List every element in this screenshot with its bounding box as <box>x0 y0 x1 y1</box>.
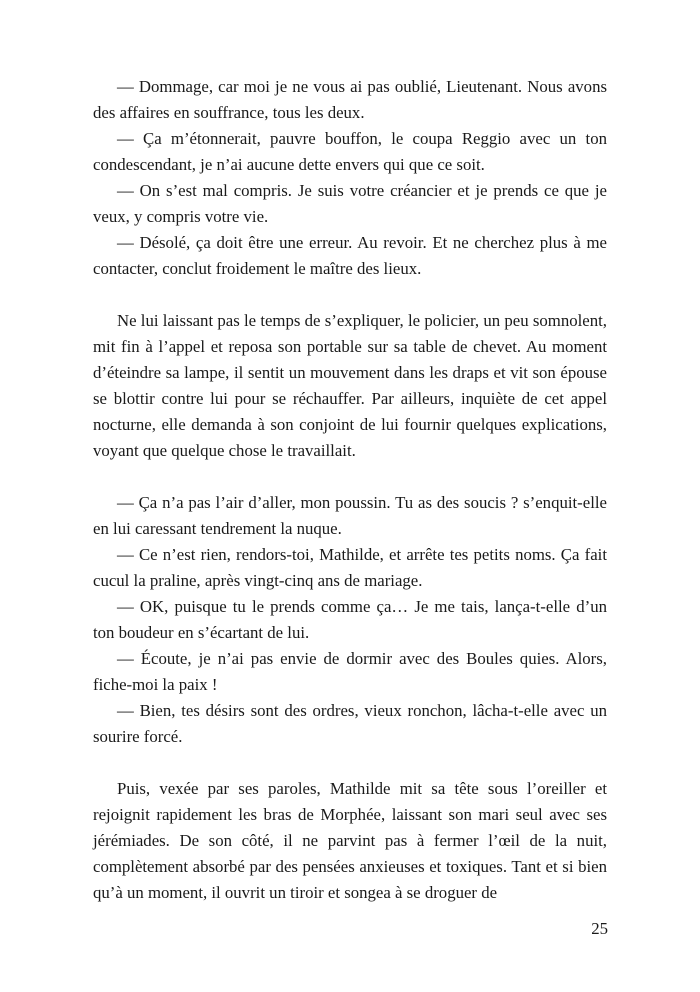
narrative-paragraph: Ne lui laissant pas le temps de s’expliquer, le policier, un peu somnolent, mit fin à l’appel et reposa son portable sur sa table de chevet. Au moment d’éteindre sa lampe, il sentit un mouvement dans les draps et vit son épouse se blottir contre lui pour se réchauffer. Par ailleurs, inquiète de cet appel nocturne, elle demanda à son conjoint de lui fournir quelques explications, voyant que quelque chose le travaillait. <box>93 311 607 460</box>
section-break <box>93 464 607 490</box>
dialogue-line: — OK, puisque tu le prends comme ça… Je me tais, lança-t-elle d’un ton boudeur en s’écartant de lui. <box>93 597 607 642</box>
page-number: 25 <box>591 919 608 938</box>
page-body-text <box>93 74 607 906</box>
section-break <box>93 282 607 308</box>
dialogue-line: — Bien, tes désirs sont des ordres, vieux ronchon, lâcha-t-elle avec un sourire forcé. <box>93 701 607 746</box>
dialogue-line: — Ça m’étonnerait, pauvre bouffon, le coupa Reggio avec un ton condescendant, je n’ai aucune dette envers qui que ce soit. <box>93 129 607 174</box>
dialogue-line: — Ce n’est rien, rendors-toi, Mathilde, et arrête tes petits noms. Ça fait cucul la praline, après vingt-cinq ans de mariage. <box>93 545 607 590</box>
dialogue-line: — Dommage, car moi je ne vous ai pas oublié, Lieutenant. Nous avons des affaires en souffrance, tous les deux. <box>93 77 607 122</box>
section-break <box>93 750 607 776</box>
dialogue-line: — Désolé, ça doit être une erreur. Au revoir. Et ne cherchez plus à me contacter, conclut froidement le maître des lieux. <box>93 233 607 278</box>
dialogue-line: — On s’est mal compris. Je suis votre créancier et je prends ce que je veux, y compris votre vie. <box>93 181 607 226</box>
dialogue-line: — Écoute, je n’ai pas envie de dormir avec des Boules quies. Alors, fiche-moi la paix ! <box>93 649 607 694</box>
narrative-paragraph: Puis, vexée par ses paroles, Mathilde mit sa tête sous l’oreiller et rejoignit rapidement les bras de Morphée, laissant son mari seul avec ses jérémiades. De son côté, il ne parvint pas à fermer l’œil de la nuit, complètement absorbé par des pensées anxieuses et toxiques. Tant et si bien qu’à un moment, il ouvrit un tiroir et songea à se droguer de <box>93 779 607 902</box>
dialogue-line: — Ça n’a pas l’air d’aller, mon poussin. Tu as des soucis ? s’enquit-elle en lui caressant tendrement la nuque. <box>93 493 607 538</box>
